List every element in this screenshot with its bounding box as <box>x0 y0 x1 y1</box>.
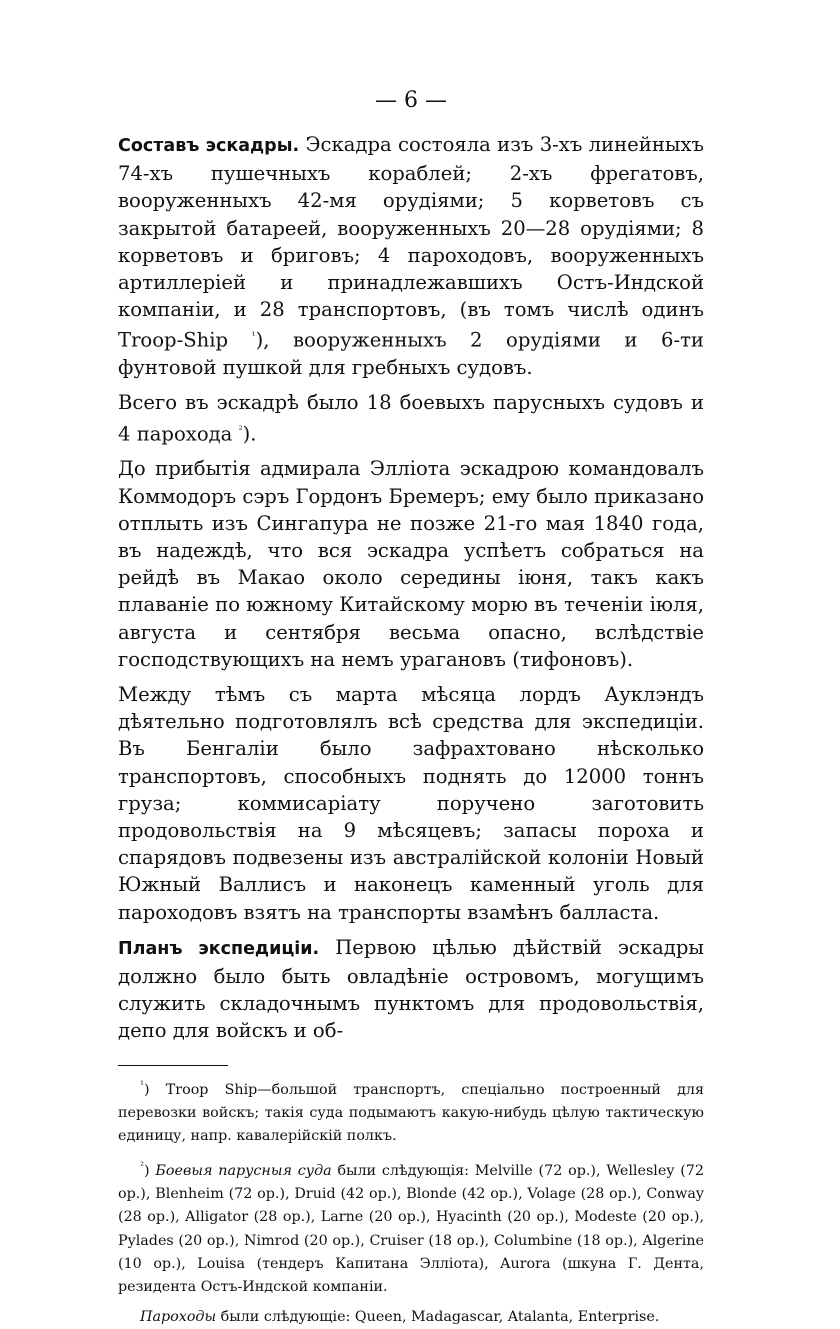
paragraph-text: ), вооруженныхъ 2 орудіями и 6-ти фунтовой пушкой для гребныхъ судовъ. <box>118 328 704 380</box>
footnote-steamers: Пароходы были слѣдующіе: Queen, Madagascar, Atalanta, Enterprise. <box>140 1308 660 1325</box>
paragraph-preparations: Между тѣмъ съ марта мѣсяца лордъ Ауклэндъ дѣятельно подготовлялъ всѣ средства для экспедиціи. Въ Бенгаліи было зафрахтовано нѣсколько транспортовъ, способныхъ поднять до 12000 тоннъ груза; коммисаріату поручено заготовить продовольствія на 9 мѣсяцевъ; запасы пороха и спарядовъ подвезены изъ австралійской колоніи Новый Южный Валлисъ и наконецъ каменный уголь для пароходовъ взятъ на транспорты взамѣнъ балласта. <box>118 682 704 924</box>
footnote-ref-1: ¹ <box>251 331 256 343</box>
paragraph-expedition-plan <box>118 934 704 1045</box>
footnote-1: $^{^1}$) Troop Ship—большой транспортъ, спеціально построенный для перевозки войскъ; такія суда подымаютъ какую-нибудь цѣлую тактическую единицу, напр. кавалерійскій полкъ. <box>118 1079 704 1145</box>
paragraph-total: Всего въ эскадрѣ было 18 боевыхъ парусныхъ судовъ и 4 парохода $^{^2}$). <box>118 391 704 446</box>
footnotes <box>118 1074 704 1329</box>
heading-squadron-composition: Составъ эскадры. <box>118 136 300 156</box>
page-number: — 6 — <box>375 88 447 113</box>
heading-expedition-plan: Планъ экспедиціи. <box>118 938 320 959</box>
paragraph-commodore: До прибытія адмирала Эллiота эскадрою командовалъ Коммодоръ сэръ Гордонъ Бремеръ; ему было приказано отплыть изъ Сингапура не позже 21-го мая 1840 года, въ надеждѣ, что вся эскадра успѣетъ собраться на рейдѣ въ Макао около середины іюня, такъ какъ плаваніе по южному Китайскому морю въ теченіи іюля, августа и сентября весьма опасно, вслѣдствіе господствующихъ на немъ ураганoвъ (тифоновъ). <box>118 457 704 671</box>
paragraph-squadron-composition <box>118 131 704 381</box>
footnote-2: $^{^2}$) Боевыя парусныя суда были слѣдующія: Melville (72 ор.), Wellesley (72 ор.), Blenheim (72 ор.), Druid (42 ор.), Blonde (42 ор.), Volage (28 ор.), Conway (28 ор.), Alligator (28 ор.), Larne (20 ор.), Hyacinth (20 ор.), Modeste (20 ор.), Pylades (20 ор.), Nimrod (20 ор.), Cruiser (18 ор.), Columbine (18 ор.), Algerine (10 ор.), Louisa (тендеръ Капитана Эллiота), Aurora (шкуна Г. Дента, резидента Остъ-Индской компаніи. <box>118 1160 705 1296</box>
paragraph-text: Эскадра состояла изъ 3-хъ линейныхъ 74-хъ пушечныхъ кораблей; 2-хъ фрегатовъ, вооруженныхъ 42-мя орудіями; 5 корветовъ съ закрытой батареей, вооруженныхъ 20—28 орудіями; 8 корветовъ и бриговъ; 4 пароходовъ, вооруженныхъ артиллеріей и принадлежавшихъ Остъ-Индской компаніи, и 28 транспортовъ, (въ томъ числѣ одинъ Troop-Ship <box>118 133 705 352</box>
footnote-ref-2: ² <box>238 424 243 436</box>
footnote-divider <box>118 1065 228 1066</box>
main-text <box>118 131 704 1045</box>
paragraph-text: Первою цѣлью дѣйствій эскадры должно было быть овладѣніе островомъ, могущимъ служить складочнымъ пунктомъ для продовольствія, депо для войскъ и об- <box>118 935 704 1043</box>
